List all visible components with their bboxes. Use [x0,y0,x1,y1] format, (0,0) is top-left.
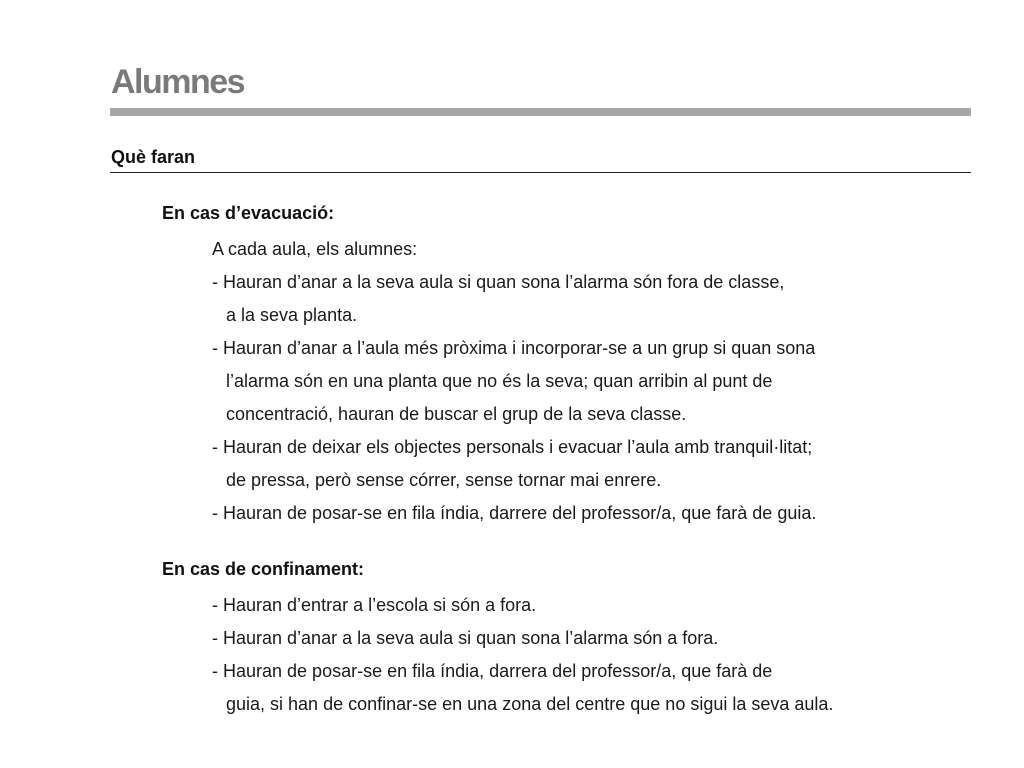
section-subtitle: Què faran [111,147,196,167]
evacuation-section [162,201,962,530]
confinement-line: - Hauran de posar-se en fila índia, darrera del professor/a, que farà de [212,661,773,681]
confinement-section [162,557,962,721]
confinement-line: - Hauran d’anar a la seva aula si quan sona l’alarma són a fora. [212,628,719,648]
evacuation-line: a la seva planta. [226,305,358,325]
confinement-heading: En cas de confinament: [162,559,365,579]
title-divider-bar [110,108,971,116]
page-title: Alumnes [111,63,245,101]
evacuation-line: - Hauran de deixar els objectes personals i evacuar l’aula amb tranquil·litat; [212,437,813,457]
confinement-line: - Hauran d’entrar a l’escola si són a fora. [212,595,537,615]
evacuation-line: concentració, hauran de buscar el grup de la seva classe. [226,404,687,424]
evacuation-line: - Hauran d’anar a l’aula més pròxima i incorporar-se a un grup si quan sona [212,338,816,358]
evacuation-line: - Hauran d’anar a la seva aula si quan sona l’alarma són fora de classe, [212,272,785,292]
confinement-line: guia, si han de confinar-se en una zona del centre que no sigui la seva aula. [226,694,834,714]
evacuation-heading: En cas d’evacuació: [162,203,335,223]
evacuation-line: de pressa, però sense córrer, sense tornar mai enrere. [226,470,662,490]
subtitle-divider-line [110,172,971,173]
evacuation-line: A cada aula, els alumnes: [212,239,418,259]
evacuation-line: - Hauran de posar-se en fila índia, darrere del professor/a, que farà de guia. [212,503,817,523]
evacuation-line: l’alarma són en una planta que no és la seva; quan arribin al punt de [226,371,773,391]
